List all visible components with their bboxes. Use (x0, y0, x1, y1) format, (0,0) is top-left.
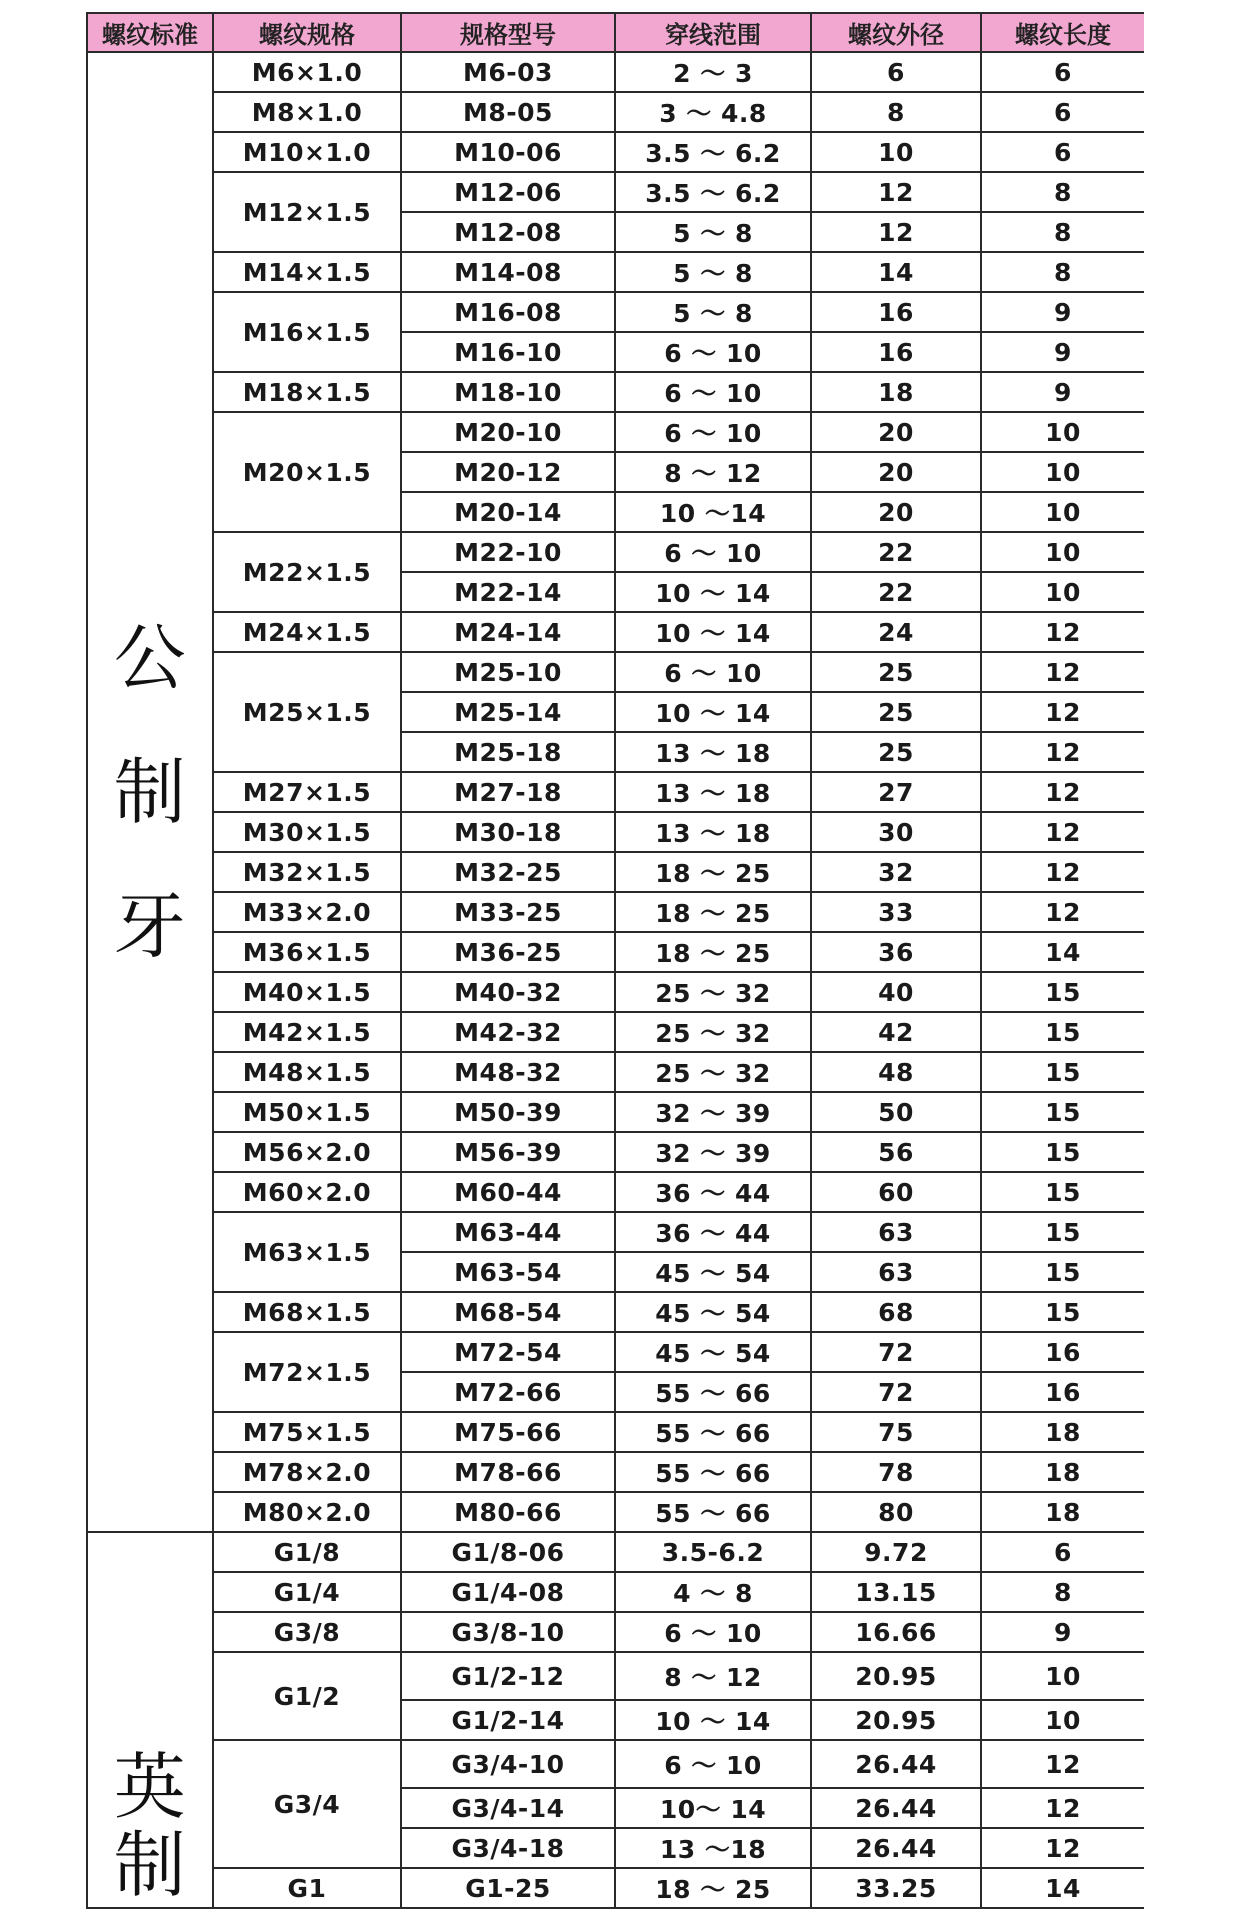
table-body (87, 52, 1144, 1908)
outer-diameter-cell: 9.72 (811, 1532, 981, 1572)
outer-diameter-cell: 20 (811, 412, 981, 452)
outer-diameter-cell: 72 (811, 1372, 981, 1412)
outer-diameter-cell: 32 (811, 852, 981, 892)
thread-standard-group-cell (87, 52, 213, 1532)
model-number-cell: M16-08 (401, 292, 615, 332)
cable-range-cell: 55 ～ 66 (615, 1452, 811, 1492)
table-row (87, 1132, 1144, 1172)
model-number-cell: G3/4-10 (401, 1740, 615, 1788)
table-row (87, 1652, 1144, 1700)
cable-range-cell: 8 ～ 12 (615, 452, 811, 492)
cable-range-cell: 3.5 ～ 6.2 (615, 132, 811, 172)
cable-range-cell: 10 ～ 14 (615, 612, 811, 652)
thread-standard-char: 制 (113, 750, 187, 834)
thread-length-cell: 6 (981, 132, 1144, 172)
outer-diameter-cell: 26.44 (811, 1828, 981, 1868)
model-number-cell: G3/8-10 (401, 1612, 615, 1652)
thread-spec-cell: M50×1.5 (213, 1092, 401, 1132)
thread-length-cell: 15 (981, 1092, 1144, 1132)
outer-diameter-cell: 40 (811, 972, 981, 1012)
thread-standard-group-cell (87, 1532, 213, 1908)
model-number-cell: M56-39 (401, 1132, 615, 1172)
thread-spec-cell: M36×1.5 (213, 932, 401, 972)
model-number-cell: M22-10 (401, 532, 615, 572)
header-thread-length: 螺纹长度 (981, 13, 1144, 52)
outer-diameter-cell: 12 (811, 212, 981, 252)
thread-length-cell: 12 (981, 852, 1144, 892)
cable-range-cell: 3.5 ～ 6.2 (615, 172, 811, 212)
header-thread-outer-diameter: 螺纹外径 (811, 13, 981, 52)
thread-spec-sheet (86, 12, 1144, 1920)
table-row (87, 972, 1144, 1012)
model-number-cell: G1-25 (401, 1868, 615, 1908)
cable-range-cell: 3.5-6.2 (615, 1532, 811, 1572)
outer-diameter-cell: 22 (811, 572, 981, 612)
thread-spec-cell: M33×2.0 (213, 892, 401, 932)
thread-length-cell: 15 (981, 1012, 1144, 1052)
cable-range-cell: 45 ～ 54 (615, 1292, 811, 1332)
table-row (87, 1292, 1144, 1332)
thread-length-cell: 10 (981, 452, 1144, 492)
thread-spec-table (86, 12, 1144, 1909)
table-row (87, 1740, 1144, 1788)
header-cable-range: 穿线范围 (615, 13, 811, 52)
model-number-cell: M12-06 (401, 172, 615, 212)
cable-range-cell: 6 ～ 10 (615, 1612, 811, 1652)
thread-spec-cell: M12×1.5 (213, 172, 401, 252)
cable-range-cell: 4 ～ 8 (615, 1572, 811, 1612)
model-number-cell: M48-32 (401, 1052, 615, 1092)
cable-range-cell: 18 ～ 25 (615, 892, 811, 932)
outer-diameter-cell: 27 (811, 772, 981, 812)
table-row (87, 292, 1144, 332)
thread-length-cell: 15 (981, 1052, 1144, 1092)
model-number-cell: M78-66 (401, 1452, 615, 1492)
model-number-cell: M25-18 (401, 732, 615, 772)
model-number-cell: M22-14 (401, 572, 615, 612)
thread-spec-cell: M16×1.5 (213, 292, 401, 372)
outer-diameter-cell: 12 (811, 172, 981, 212)
thread-length-cell: 15 (981, 972, 1144, 1012)
model-number-cell: M14-08 (401, 252, 615, 292)
cable-range-cell: 6 ～ 10 (615, 1740, 811, 1788)
cable-range-cell: 25 ～ 32 (615, 1012, 811, 1052)
cable-range-cell: 6 ～ 10 (615, 332, 811, 372)
thread-spec-cell: M72×1.5 (213, 1332, 401, 1412)
model-number-cell: M42-32 (401, 1012, 615, 1052)
thread-length-cell: 12 (981, 1828, 1144, 1868)
model-number-cell: G1/2-14 (401, 1700, 615, 1740)
table-row (87, 652, 1144, 692)
cable-range-cell: 18 ～ 25 (615, 852, 811, 892)
thread-spec-cell: G3/4 (213, 1740, 401, 1868)
thread-length-cell: 12 (981, 732, 1144, 772)
outer-diameter-cell: 48 (811, 1052, 981, 1092)
header-thread-spec: 螺纹规格 (213, 13, 401, 52)
table-row (87, 892, 1144, 932)
thread-length-cell: 15 (981, 1212, 1144, 1252)
outer-diameter-cell: 56 (811, 1132, 981, 1172)
cable-range-cell: 25 ～ 32 (615, 972, 811, 1012)
cable-range-cell: 25 ～ 32 (615, 1052, 811, 1092)
table-row (87, 852, 1144, 892)
thread-spec-cell: G3/8 (213, 1612, 401, 1652)
thread-spec-cell: M75×1.5 (213, 1412, 401, 1452)
cable-range-cell: 32 ～ 39 (615, 1092, 811, 1132)
thread-length-cell: 9 (981, 292, 1144, 332)
model-number-cell: M63-54 (401, 1252, 615, 1292)
thread-length-cell: 16 (981, 1332, 1144, 1372)
cable-range-cell: 6 ～ 10 (615, 652, 811, 692)
thread-length-cell: 14 (981, 932, 1144, 972)
table-row (87, 532, 1144, 572)
thread-spec-cell: M14×1.5 (213, 252, 401, 292)
model-number-cell: M60-44 (401, 1172, 615, 1212)
cable-range-cell: 3 ～ 4.8 (615, 92, 811, 132)
table-row (87, 252, 1144, 292)
model-number-cell: M75-66 (401, 1412, 615, 1452)
table-row (87, 412, 1144, 452)
outer-diameter-cell: 20 (811, 452, 981, 492)
outer-diameter-cell: 80 (811, 1492, 981, 1532)
thread-standard-char: 牙 (113, 884, 187, 968)
model-number-cell: M40-32 (401, 972, 615, 1012)
model-number-cell: M20-10 (401, 412, 615, 452)
thread-spec-cell: M42×1.5 (213, 1012, 401, 1052)
table-row (87, 132, 1144, 172)
outer-diameter-cell: 50 (811, 1092, 981, 1132)
header-thread-standard: 螺纹标准 (87, 13, 213, 52)
model-number-cell: M72-54 (401, 1332, 615, 1372)
thread-spec-cell: M8×1.0 (213, 92, 401, 132)
thread-length-cell: 6 (981, 1532, 1144, 1572)
model-number-cell: G1/8-06 (401, 1532, 615, 1572)
outer-diameter-cell: 20 (811, 492, 981, 532)
thread-standard-char: 公 (113, 616, 187, 700)
outer-diameter-cell: 25 (811, 692, 981, 732)
cable-range-cell: 10 ～ 14 (615, 572, 811, 612)
outer-diameter-cell: 63 (811, 1252, 981, 1292)
thread-length-cell: 14 (981, 1868, 1144, 1908)
model-number-cell: G1/2-12 (401, 1652, 615, 1700)
model-number-cell: M27-18 (401, 772, 615, 812)
outer-diameter-cell: 26.44 (811, 1788, 981, 1828)
table-row (87, 372, 1144, 412)
thread-spec-cell: M24×1.5 (213, 612, 401, 652)
thread-spec-cell: M22×1.5 (213, 532, 401, 612)
table-row (87, 612, 1144, 652)
cable-range-cell: 10～ 14 (615, 1788, 811, 1828)
table-header (87, 13, 1144, 52)
thread-length-cell: 15 (981, 1292, 1144, 1332)
thread-length-cell: 12 (981, 812, 1144, 852)
model-number-cell: G3/4-18 (401, 1828, 615, 1868)
thread-length-cell: 8 (981, 1572, 1144, 1612)
thread-length-cell: 9 (981, 332, 1144, 372)
table-row (87, 1172, 1144, 1212)
table-row (87, 1452, 1144, 1492)
outer-diameter-cell: 75 (811, 1412, 981, 1452)
thread-length-cell: 10 (981, 572, 1144, 612)
outer-diameter-cell: 25 (811, 652, 981, 692)
outer-diameter-cell: 20.95 (811, 1700, 981, 1740)
table-row (87, 1532, 1144, 1572)
thread-length-cell: 15 (981, 1132, 1144, 1172)
model-number-cell: M25-14 (401, 692, 615, 732)
header-row (87, 13, 1144, 52)
outer-diameter-cell: 30 (811, 812, 981, 852)
outer-diameter-cell: 78 (811, 1452, 981, 1492)
thread-length-cell: 18 (981, 1492, 1144, 1532)
outer-diameter-cell: 16.66 (811, 1612, 981, 1652)
thread-spec-cell: M78×2.0 (213, 1452, 401, 1492)
table-row (87, 1572, 1144, 1612)
outer-diameter-cell: 16 (811, 292, 981, 332)
model-number-cell: M33-25 (401, 892, 615, 932)
model-number-cell: M68-54 (401, 1292, 615, 1332)
table-row (87, 172, 1144, 212)
model-number-cell: M18-10 (401, 372, 615, 412)
thread-spec-cell: M63×1.5 (213, 1212, 401, 1292)
cable-range-cell: 18 ～ 25 (615, 1868, 811, 1908)
thread-spec-cell: M27×1.5 (213, 772, 401, 812)
thread-spec-cell: M40×1.5 (213, 972, 401, 1012)
cable-range-cell: 6 ～ 10 (615, 532, 811, 572)
thread-spec-cell: M10×1.0 (213, 132, 401, 172)
model-number-cell: M63-44 (401, 1212, 615, 1252)
table-row (87, 812, 1144, 852)
cable-range-cell: 55 ～ 66 (615, 1372, 811, 1412)
cable-range-cell: 45 ～ 54 (615, 1332, 811, 1372)
table-row (87, 92, 1144, 132)
thread-spec-cell: M80×2.0 (213, 1492, 401, 1532)
table-row (87, 1052, 1144, 1092)
table-row (87, 1092, 1144, 1132)
thread-spec-cell: M30×1.5 (213, 812, 401, 852)
table-row (87, 1332, 1144, 1372)
thread-length-cell: 12 (981, 772, 1144, 812)
thread-spec-cell: M18×1.5 (213, 372, 401, 412)
thread-length-cell: 9 (981, 372, 1144, 412)
cable-range-cell: 13 ～18 (615, 1828, 811, 1868)
table-row (87, 932, 1144, 972)
cable-range-cell: 10 ～ 14 (615, 1700, 811, 1740)
cable-range-cell: 5 ～ 8 (615, 252, 811, 292)
thread-spec-cell: M25×1.5 (213, 652, 401, 772)
outer-diameter-cell: 33.25 (811, 1868, 981, 1908)
table-row (87, 1492, 1144, 1532)
cable-range-cell: 5 ～ 8 (615, 212, 811, 252)
thread-length-cell: 12 (981, 692, 1144, 732)
cable-range-cell: 10 ～ 14 (615, 692, 811, 732)
model-number-cell: M16-10 (401, 332, 615, 372)
thread-spec-cell: M32×1.5 (213, 852, 401, 892)
model-number-cell: M12-08 (401, 212, 615, 252)
table-row (87, 1012, 1144, 1052)
outer-diameter-cell: 8 (811, 92, 981, 132)
table-row (87, 52, 1144, 92)
thread-spec-cell: M60×2.0 (213, 1172, 401, 1212)
thread-length-cell: 16 (981, 1372, 1144, 1412)
thread-length-cell: 10 (981, 492, 1144, 532)
model-number-cell: M36-25 (401, 932, 615, 972)
outer-diameter-cell: 63 (811, 1212, 981, 1252)
thread-spec-cell: G1 (213, 1868, 401, 1908)
model-number-cell: M6-03 (401, 52, 615, 92)
cable-range-cell: 13 ～ 18 (615, 772, 811, 812)
thread-spec-cell: G1/8 (213, 1532, 401, 1572)
thread-length-cell: 8 (981, 212, 1144, 252)
thread-length-cell: 18 (981, 1412, 1144, 1452)
outer-diameter-cell: 18 (811, 372, 981, 412)
model-number-cell: M20-14 (401, 492, 615, 532)
thread-length-cell: 18 (981, 1452, 1144, 1492)
model-number-cell: G3/4-14 (401, 1788, 615, 1828)
model-number-cell: M50-39 (401, 1092, 615, 1132)
outer-diameter-cell: 42 (811, 1012, 981, 1052)
cable-range-cell: 18 ～ 25 (615, 932, 811, 972)
cable-range-cell: 36 ～ 44 (615, 1212, 811, 1252)
outer-diameter-cell: 6 (811, 52, 981, 92)
thread-length-cell: 12 (981, 1788, 1144, 1828)
model-number-cell: M72-66 (401, 1372, 615, 1412)
outer-diameter-cell: 10 (811, 132, 981, 172)
outer-diameter-cell: 24 (811, 612, 981, 652)
thread-length-cell: 8 (981, 252, 1144, 292)
cable-range-cell: 2 ～ 3 (615, 52, 811, 92)
model-number-cell: M10-06 (401, 132, 615, 172)
table-row (87, 1868, 1144, 1908)
outer-diameter-cell: 14 (811, 252, 981, 292)
header-model-number: 规格型号 (401, 13, 615, 52)
thread-spec-cell: G1/2 (213, 1652, 401, 1740)
outer-diameter-cell: 22 (811, 532, 981, 572)
cable-range-cell: 8 ～ 12 (615, 1652, 811, 1700)
thread-length-cell: 10 (981, 1700, 1144, 1740)
thread-length-cell: 6 (981, 92, 1144, 132)
model-number-cell: M24-14 (401, 612, 615, 652)
thread-length-cell: 12 (981, 892, 1144, 932)
thread-length-cell: 15 (981, 1172, 1144, 1212)
outer-diameter-cell: 60 (811, 1172, 981, 1212)
cable-range-cell: 36 ～ 44 (615, 1172, 811, 1212)
thread-standard-char: 英 (113, 1745, 187, 1829)
outer-diameter-cell: 36 (811, 932, 981, 972)
model-number-cell: M80-66 (401, 1492, 615, 1532)
outer-diameter-cell: 68 (811, 1292, 981, 1332)
model-number-cell: G1/4-08 (401, 1572, 615, 1612)
outer-diameter-cell: 13.15 (811, 1572, 981, 1612)
outer-diameter-cell: 16 (811, 332, 981, 372)
cable-range-cell: 6 ～ 10 (615, 412, 811, 452)
thread-spec-cell: M20×1.5 (213, 412, 401, 532)
table-row (87, 1412, 1144, 1452)
thread-spec-cell: M56×2.0 (213, 1132, 401, 1172)
outer-diameter-cell: 26.44 (811, 1740, 981, 1788)
cable-range-cell: 55 ～ 66 (615, 1492, 811, 1532)
outer-diameter-cell: 25 (811, 732, 981, 772)
thread-standard-char: 制 (113, 1823, 187, 1907)
thread-spec-cell: M48×1.5 (213, 1052, 401, 1092)
cable-range-cell: 6 ～ 10 (615, 372, 811, 412)
model-number-cell: M20-12 (401, 452, 615, 492)
model-number-cell: M32-25 (401, 852, 615, 892)
thread-length-cell: 15 (981, 1252, 1144, 1292)
outer-diameter-cell: 20.95 (811, 1652, 981, 1700)
cable-range-cell: 45 ～ 54 (615, 1252, 811, 1292)
thread-length-cell: 12 (981, 1740, 1144, 1788)
thread-length-cell: 12 (981, 612, 1144, 652)
cable-range-cell: 32 ～ 39 (615, 1132, 811, 1172)
thread-spec-cell: G1/4 (213, 1572, 401, 1612)
thread-length-cell: 9 (981, 1612, 1144, 1652)
cable-range-cell: 10 ～14 (615, 492, 811, 532)
thread-spec-cell: M68×1.5 (213, 1292, 401, 1332)
thread-length-cell: 10 (981, 532, 1144, 572)
cable-range-cell: 5 ～ 8 (615, 292, 811, 332)
cable-range-cell: 13 ～ 18 (615, 732, 811, 772)
table-row (87, 1212, 1144, 1252)
model-number-cell: M30-18 (401, 812, 615, 852)
cable-range-cell: 55 ～ 66 (615, 1412, 811, 1452)
thread-length-cell: 10 (981, 412, 1144, 452)
thread-length-cell: 8 (981, 172, 1144, 212)
thread-spec-cell: M6×1.0 (213, 52, 401, 92)
model-number-cell: M25-10 (401, 652, 615, 692)
outer-diameter-cell: 72 (811, 1332, 981, 1372)
cable-range-cell: 13 ～ 18 (615, 812, 811, 852)
table-row (87, 1612, 1144, 1652)
outer-diameter-cell: 33 (811, 892, 981, 932)
table-row (87, 772, 1144, 812)
thread-length-cell: 12 (981, 652, 1144, 692)
thread-length-cell: 6 (981, 52, 1144, 92)
thread-length-cell: 10 (981, 1652, 1144, 1700)
model-number-cell: M8-05 (401, 92, 615, 132)
